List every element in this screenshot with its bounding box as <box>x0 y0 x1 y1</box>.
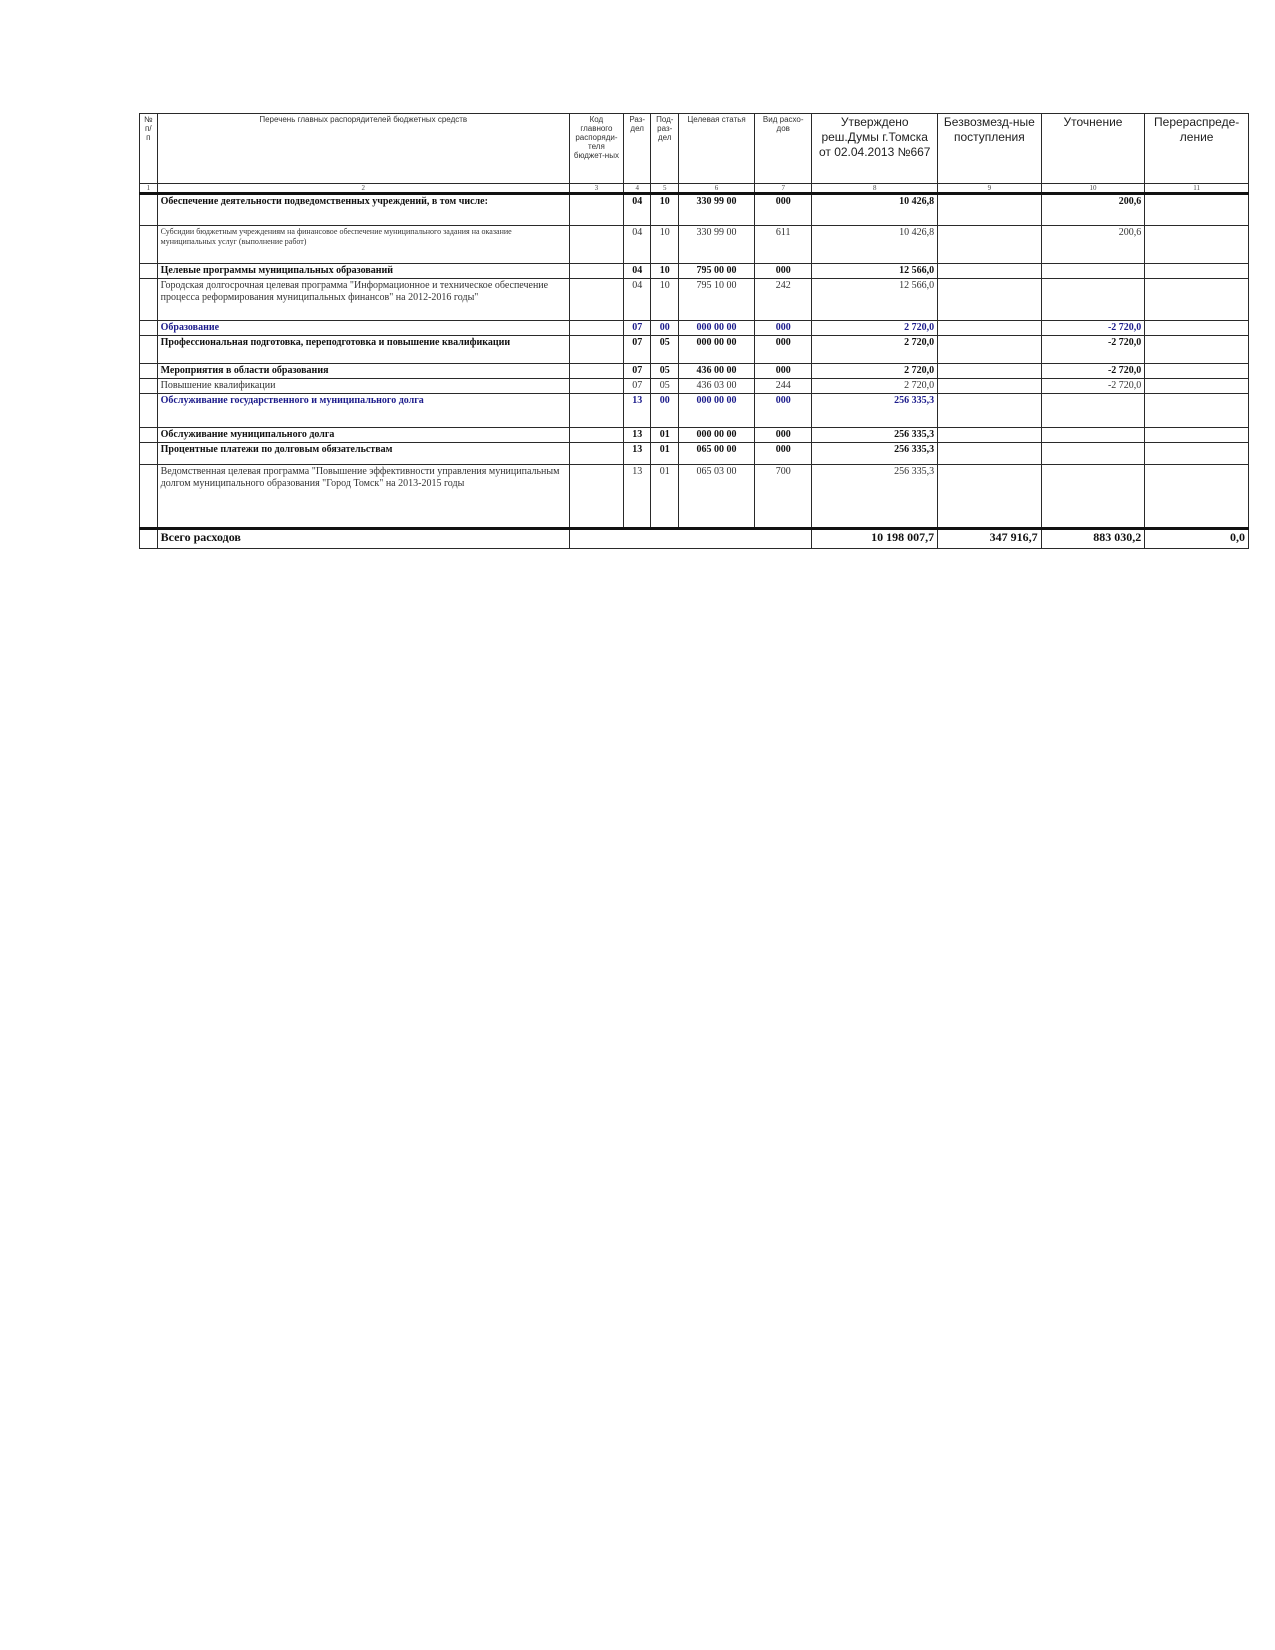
row-vid: 000 <box>755 264 812 279</box>
column-number: 6 <box>679 184 755 194</box>
row-razdel: 13 <box>623 394 651 428</box>
header-number: № п/п <box>140 114 158 184</box>
row-redistribution <box>1145 394 1249 428</box>
row-code <box>569 279 623 321</box>
row-razdel: 04 <box>623 226 651 264</box>
row-vid: 000 <box>755 394 812 428</box>
row-code <box>569 443 623 465</box>
row-clarification <box>1041 394 1145 428</box>
table-row <box>140 321 1249 336</box>
row-statya: 436 03 00 <box>679 379 755 394</box>
row-redistribution <box>1145 279 1249 321</box>
row-podrazdel: 10 <box>651 226 679 264</box>
row-approved: 12 566,0 <box>812 279 938 321</box>
budget-sheet <box>139 113 1249 549</box>
row-redistribution <box>1145 321 1249 336</box>
header-approved: Утверждено реш.Думы г.Томска от 02.04.2013 №667 <box>812 114 938 184</box>
row-clarification <box>1041 443 1145 465</box>
row-razdel: 07 <box>623 336 651 364</box>
row-grants <box>938 279 1042 321</box>
row-vid: 000 <box>755 443 812 465</box>
row-name: Обслуживание государственного и муниципального долга <box>157 394 569 428</box>
total-clarification: 883 030,2 <box>1041 529 1145 549</box>
row-name: Обеспечение деятельности подведомственных учреждений, в том числе: <box>157 194 569 226</box>
row-statya: 065 03 00 <box>679 465 755 529</box>
row-approved: 256 335,3 <box>812 394 938 428</box>
table-body <box>140 194 1249 549</box>
row-clarification: -2 720,0 <box>1041 379 1145 394</box>
row-razdel: 04 <box>623 194 651 226</box>
header-podrazdel: Под-раз-дел <box>651 114 679 184</box>
column-number: 9 <box>938 184 1042 194</box>
row-razdel: 07 <box>623 321 651 336</box>
row-approved: 256 335,3 <box>812 465 938 529</box>
row-clarification: -2 720,0 <box>1041 364 1145 379</box>
table-row <box>140 465 1249 529</box>
row-statya: 330 99 00 <box>679 194 755 226</box>
table-row <box>140 194 1249 226</box>
column-number: 11 <box>1145 184 1249 194</box>
row-podrazdel: 01 <box>651 428 679 443</box>
row-redistribution <box>1145 465 1249 529</box>
row-approved: 12 566,0 <box>812 264 938 279</box>
row-name: Мероприятия в области образования <box>157 364 569 379</box>
table-row <box>140 226 1249 264</box>
row-vid: 244 <box>755 379 812 394</box>
row-grants <box>938 364 1042 379</box>
row-vid: 000 <box>755 194 812 226</box>
row-grants <box>938 443 1042 465</box>
row-podrazdel: 00 <box>651 394 679 428</box>
row-statya: 436 00 00 <box>679 364 755 379</box>
row-statya: 000 00 00 <box>679 428 755 443</box>
header-statya: Целевая статья <box>679 114 755 184</box>
total-row <box>140 529 1249 549</box>
row-name: Обслуживание муниципального долга <box>157 428 569 443</box>
row-razdel: 07 <box>623 379 651 394</box>
column-number: 5 <box>651 184 679 194</box>
row-code <box>569 264 623 279</box>
row-name: Ведомственная целевая программа "Повышение эффективности управления муниципальным долгом муниципального образования "Город Томск" на 2013-2015 годы <box>157 465 569 529</box>
column-number: 3 <box>569 184 623 194</box>
row-statya: 000 00 00 <box>679 321 755 336</box>
row-vid: 611 <box>755 226 812 264</box>
row-clarification <box>1041 428 1145 443</box>
row-vid: 000 <box>755 364 812 379</box>
row-name: Целевые программы муниципальных образований <box>157 264 569 279</box>
row-code <box>569 226 623 264</box>
row-razdel: 07 <box>623 364 651 379</box>
row-grants <box>938 465 1042 529</box>
table-row <box>140 279 1249 321</box>
row-vid: 000 <box>755 321 812 336</box>
header-code: Код главного распоряди-теля бюджет-ных <box>569 114 623 184</box>
row-approved: 2 720,0 <box>812 321 938 336</box>
column-number: 2 <box>157 184 569 194</box>
row-statya: 000 00 00 <box>679 336 755 364</box>
row-code <box>569 428 623 443</box>
row-podrazdel: 05 <box>651 379 679 394</box>
row-grants <box>938 321 1042 336</box>
row-podrazdel: 10 <box>651 194 679 226</box>
row-approved: 256 335,3 <box>812 428 938 443</box>
header-razdel: Раз-дел <box>623 114 651 184</box>
row-name: Профессиональная подготовка, переподготовка и повышение квалификации <box>157 336 569 364</box>
table-row <box>140 394 1249 428</box>
row-redistribution <box>1145 379 1249 394</box>
row-vid: 700 <box>755 465 812 529</box>
row-statya: 795 10 00 <box>679 279 755 321</box>
header-name: Перечень главных распорядителей бюджетных средств <box>157 114 569 184</box>
row-vid: 000 <box>755 428 812 443</box>
row-podrazdel: 10 <box>651 279 679 321</box>
row-podrazdel: 05 <box>651 364 679 379</box>
row-approved: 10 426,8 <box>812 194 938 226</box>
row-clarification <box>1041 279 1145 321</box>
total-label: Всего расходов <box>157 529 569 549</box>
row-razdel: 04 <box>623 279 651 321</box>
row-grants <box>938 428 1042 443</box>
table-row <box>140 379 1249 394</box>
budget-table <box>139 113 1249 549</box>
row-redistribution <box>1145 428 1249 443</box>
row-grants <box>938 394 1042 428</box>
header-redistribution: Перераспреде-ление <box>1145 114 1249 184</box>
row-vid: 000 <box>755 336 812 364</box>
row-grants <box>938 226 1042 264</box>
row-clarification <box>1041 465 1145 529</box>
row-grants <box>938 379 1042 394</box>
column-number: 1 <box>140 184 158 194</box>
row-approved: 2 720,0 <box>812 336 938 364</box>
row-approved: 10 426,8 <box>812 226 938 264</box>
row-grants <box>938 336 1042 364</box>
row-redistribution <box>1145 336 1249 364</box>
header-grants: Безвозмезд-ные поступления <box>938 114 1042 184</box>
table-row <box>140 443 1249 465</box>
table-row <box>140 336 1249 364</box>
row-clarification <box>1041 264 1145 279</box>
row-statya: 330 99 00 <box>679 226 755 264</box>
row-approved: 256 335,3 <box>812 443 938 465</box>
column-number: 8 <box>812 184 938 194</box>
column-number-row <box>140 184 1249 194</box>
row-razdel: 13 <box>623 465 651 529</box>
header-clarification: Уточнение <box>1041 114 1145 184</box>
row-statya: 795 00 00 <box>679 264 755 279</box>
row-razdel: 04 <box>623 264 651 279</box>
column-number: 4 <box>623 184 651 194</box>
row-name: Городская долгосрочная целевая программа "Информационное и техническое обеспечение процесса реформирования муниципальных финансов" на 2012-2016 годы" <box>157 279 569 321</box>
row-podrazdel: 05 <box>651 336 679 364</box>
row-razdel: 13 <box>623 428 651 443</box>
row-grants <box>938 194 1042 226</box>
table-row <box>140 428 1249 443</box>
header-vid: Вид расхо-дов <box>755 114 812 184</box>
table-row <box>140 364 1249 379</box>
table-row <box>140 264 1249 279</box>
row-name: Процентные платежи по долговым обязательствам <box>157 443 569 465</box>
row-clarification: -2 720,0 <box>1041 336 1145 364</box>
row-redistribution <box>1145 443 1249 465</box>
row-redistribution <box>1145 194 1249 226</box>
row-podrazdel: 00 <box>651 321 679 336</box>
row-statya: 000 00 00 <box>679 394 755 428</box>
row-clarification: -2 720,0 <box>1041 321 1145 336</box>
row-code <box>569 364 623 379</box>
row-name: Образование <box>157 321 569 336</box>
row-redistribution <box>1145 264 1249 279</box>
row-clarification: 200,6 <box>1041 194 1145 226</box>
column-number: 7 <box>755 184 812 194</box>
row-vid: 242 <box>755 279 812 321</box>
row-code <box>569 394 623 428</box>
row-podrazdel: 10 <box>651 264 679 279</box>
table-header <box>140 114 1249 194</box>
row-podrazdel: 01 <box>651 443 679 465</box>
row-approved: 2 720,0 <box>812 364 938 379</box>
row-code <box>569 321 623 336</box>
row-statya: 065 00 00 <box>679 443 755 465</box>
row-razdel: 13 <box>623 443 651 465</box>
row-grants <box>938 264 1042 279</box>
row-clarification: 200,6 <box>1041 226 1145 264</box>
row-approved: 2 720,0 <box>812 379 938 394</box>
row-code <box>569 194 623 226</box>
row-redistribution <box>1145 226 1249 264</box>
total-grants: 347 916,7 <box>938 529 1042 549</box>
row-code <box>569 379 623 394</box>
row-name: Повышение квалификации <box>157 379 569 394</box>
row-name: Субсидии бюджетным учреждениям на финансовое обеспечение муниципального задания на оказание муниципальных услуг (выполнение работ) <box>157 226 569 264</box>
row-code <box>569 465 623 529</box>
row-code <box>569 336 623 364</box>
row-redistribution <box>1145 364 1249 379</box>
total-redistribution: 0,0 <box>1145 529 1249 549</box>
row-podrazdel: 01 <box>651 465 679 529</box>
column-number: 10 <box>1041 184 1145 194</box>
total-approved: 10 198 007,7 <box>812 529 938 549</box>
